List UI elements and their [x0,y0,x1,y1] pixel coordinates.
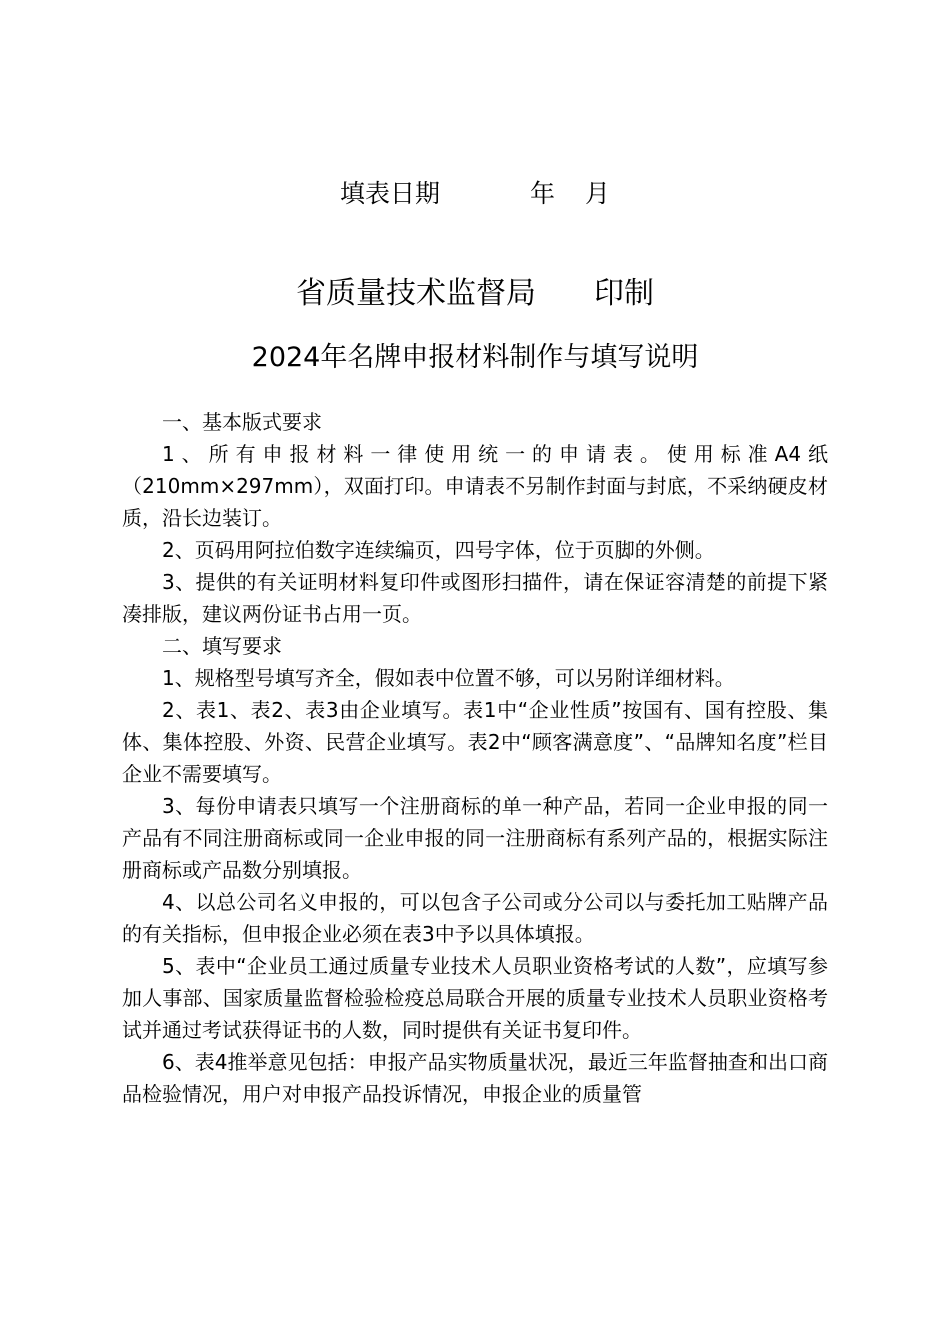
section-heading: 二、填写要求 [162,634,282,658]
publisher-line [0,274,950,314]
publisher-name: 省质量技术监督局 [296,276,536,311]
document-body [122,406,828,1110]
paragraph: 6、表4推举意见包括：申报产品实物质量状况，最近三年监督抽查和出口商品检验情况，用户对申报产品投诉情况，申报企业的质量管 [122,1050,828,1106]
paragraph: 3、提供的有关证明材料复印件或图形扫描件，请在保证容清楚的前提下紧凑排版，建议两份证书占用一页。 [122,570,828,626]
section-heading: 一、基本版式要求 [162,410,322,434]
year-label: 年 [529,179,555,208]
paragraph: 1、规格型号填写齐全，假如表中位置不够，可以另附详细材料。 [162,666,735,690]
paragraph: 5、表中“企业员工通过质量专业技术人员职业资格考试的人数”，应填写参加人事部、国家质量监督检验检疫总局联合开展的质量专业技术人员职业资格考试并通过考试获得证书的人数，同时提供有关证书复印件。 [122,954,828,1042]
paragraph: 2、表1、表2、表3由企业填写。表1中“企业性质”按国有、国有控股、集体、集体控股、外资、民营企业填写。表2中“顾客满意度”、“品牌知名度”栏目企业不需要填写。 [122,698,828,786]
document-title: 2024年名牌申报材料制作与填写说明 [251,342,699,373]
paragraph: 2、页码用阿拉伯数字连续编页，四号字体，位于页脚的外侧。 [162,538,715,562]
month-label: 月 [585,179,611,208]
paragraph: 4、以总公司名义申报的，可以包含子公司或分公司以与委托加工贴牌产品的有关指标，但申报企业必须在表3中予以具体填报。 [122,890,828,946]
paragraph: 1、所有申报材料一律使用统一的申请表。使用标准A4纸（210mm×297mm），双面打印。申请表不另制作封面与封底，不采纳硬皮材质，沿长边装订。 [122,442,828,530]
fill-date-line [0,176,950,212]
paragraph: 3、每份申请表只填写一个注册商标的单一种产品，若同一企业申报的同一产品有不同注册商标或同一企业申报的同一注册商标有系列产品的，根据实际注册商标或产品数分别填报。 [122,794,828,882]
fill-date-label: 填表日期 [339,179,440,208]
print-label: 印制 [594,276,654,311]
